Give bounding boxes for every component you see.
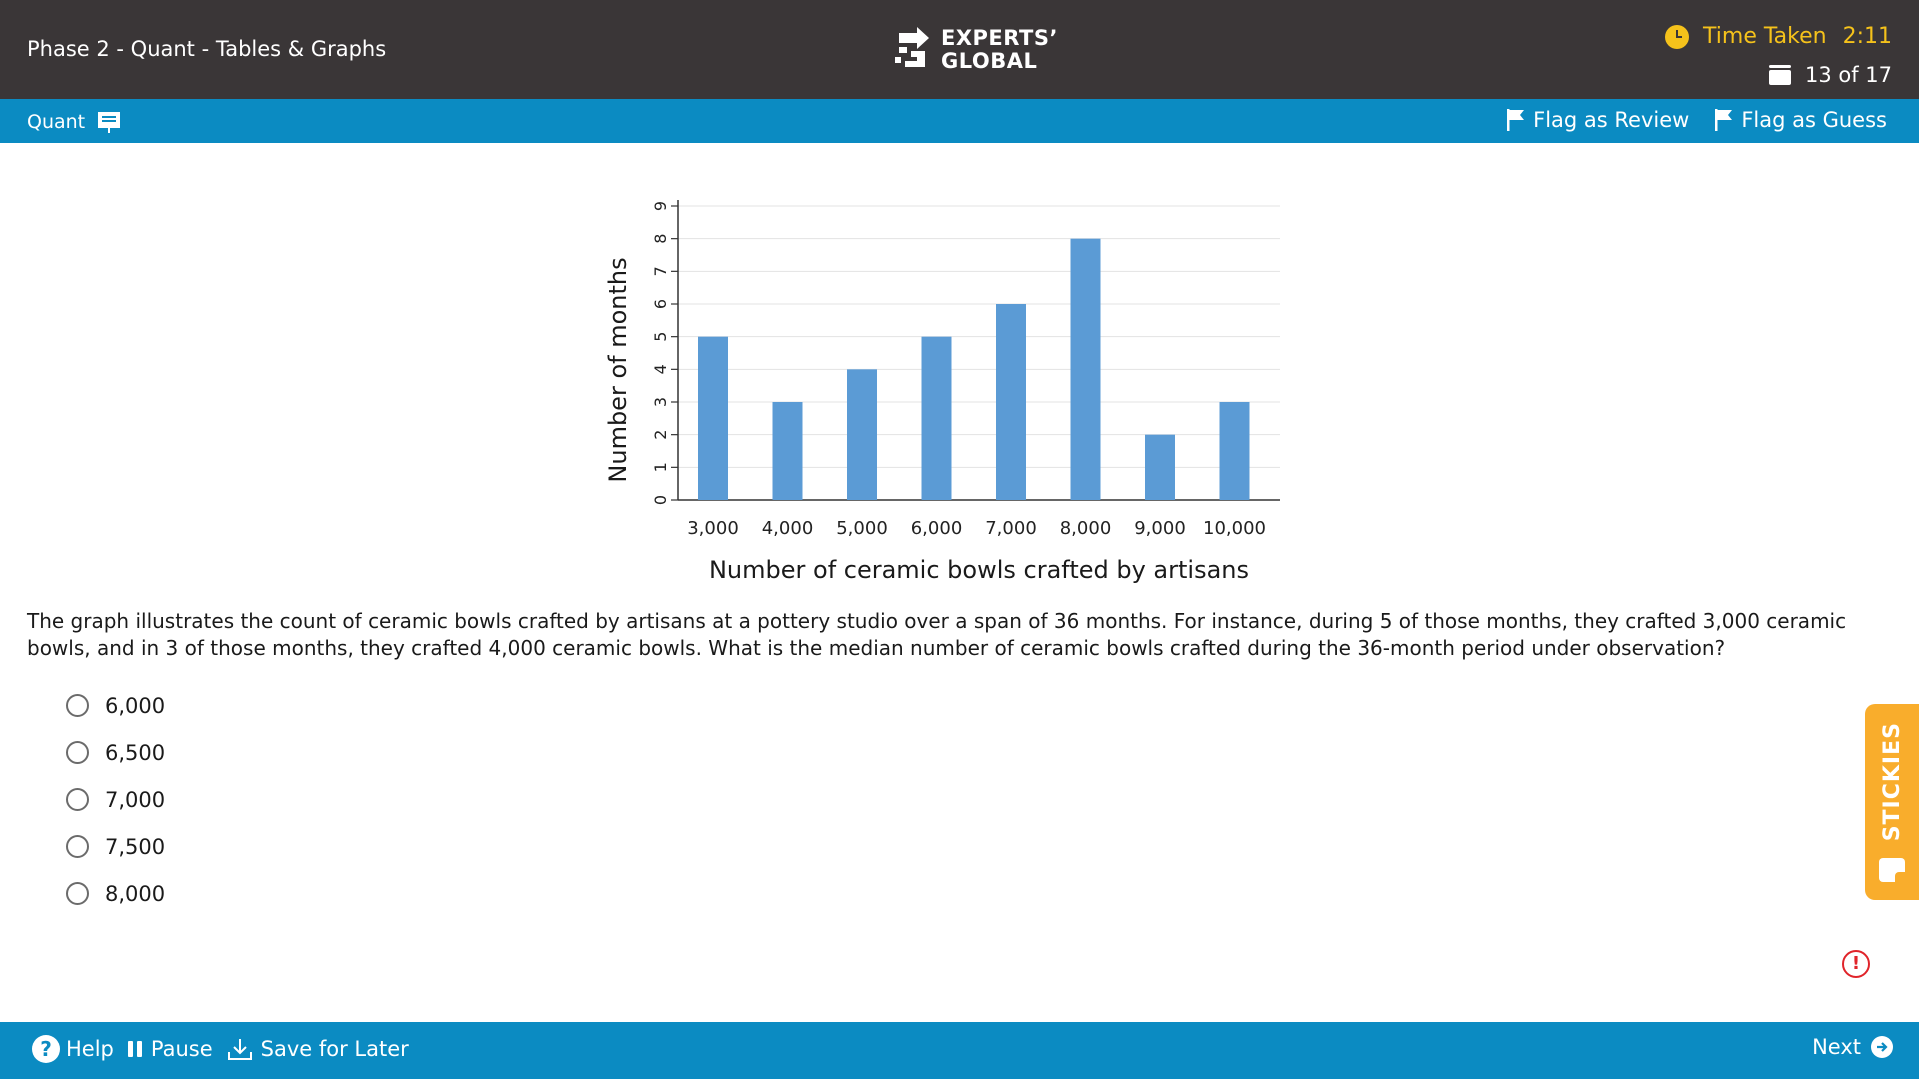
bar bbox=[773, 402, 803, 500]
whiteboard-icon[interactable] bbox=[97, 110, 121, 134]
logo-text-line1: EXPERTS’ bbox=[941, 26, 1058, 50]
answer-option-label: 7,000 bbox=[105, 787, 166, 812]
stickies-tab[interactable] bbox=[1865, 704, 1919, 900]
x-tick-label: 9,000 bbox=[1134, 518, 1186, 539]
answer-option-label: 7,500 bbox=[105, 834, 166, 859]
answer-options bbox=[66, 682, 165, 917]
pause-button[interactable] bbox=[128, 1037, 213, 1061]
bar bbox=[847, 369, 877, 500]
y-tick-label: 6 bbox=[651, 298, 670, 310]
download-icon bbox=[227, 1037, 253, 1061]
y-tick-label: 7 bbox=[651, 266, 670, 277]
pause-icon bbox=[128, 1041, 142, 1057]
flag-icon bbox=[1715, 109, 1733, 131]
flag-as-guess-button[interactable] bbox=[1715, 108, 1887, 132]
radio-button[interactable] bbox=[66, 741, 89, 764]
report-error-icon[interactable]: ! bbox=[1842, 950, 1870, 978]
save-for-later-label: Save for Later bbox=[260, 1037, 409, 1061]
help-label: Help bbox=[66, 1037, 114, 1061]
help-button[interactable] bbox=[32, 1035, 114, 1063]
bar bbox=[996, 304, 1026, 500]
radio-button[interactable] bbox=[66, 835, 89, 858]
x-axis-title: Number of ceramic bowls crafted by artisans bbox=[708, 556, 1250, 584]
pause-label: Pause bbox=[150, 1037, 213, 1061]
time-taken-value: 2:11 bbox=[1842, 24, 1892, 49]
bar bbox=[1145, 435, 1175, 500]
x-tick-label: 7,000 bbox=[985, 518, 1037, 539]
answer-option[interactable] bbox=[66, 729, 165, 776]
bar bbox=[698, 337, 728, 500]
y-tick-label: 5 bbox=[651, 331, 670, 342]
x-tick-label: 5,000 bbox=[836, 518, 888, 539]
y-tick-label: 0 bbox=[651, 494, 670, 506]
y-tick-label: 3 bbox=[651, 396, 670, 408]
help-icon: ? bbox=[32, 1035, 60, 1063]
answer-option[interactable] bbox=[66, 823, 165, 870]
x-tick-label: 4,000 bbox=[761, 518, 814, 539]
flag-as-review-button[interactable] bbox=[1507, 108, 1689, 132]
question-stack-icon bbox=[1769, 65, 1791, 85]
time-taken[interactable] bbox=[1665, 24, 1892, 49]
section-bar bbox=[0, 99, 1919, 143]
bottom-bar bbox=[0, 1022, 1919, 1079]
answer-option[interactable] bbox=[66, 870, 165, 917]
y-tick-label: 1 bbox=[651, 462, 670, 473]
section-label: Quant bbox=[27, 111, 86, 133]
flag-guess-label: Flag as Guess bbox=[1741, 108, 1887, 132]
section-indicator bbox=[27, 110, 121, 134]
bar-chart bbox=[590, 180, 1290, 600]
x-tick-label: 6,000 bbox=[910, 518, 963, 539]
time-taken-label: Time Taken bbox=[1703, 24, 1827, 49]
logo-text-line2: GLOBAL bbox=[941, 49, 1038, 73]
save-for-later-button[interactable] bbox=[227, 1037, 409, 1061]
test-title: Phase 2 - Quant - Tables & Graphs bbox=[27, 37, 387, 61]
question-text: The graph illustrates the count of ceramic bowls crafted by artisans at a pottery studio over a span of 36 months. For instance, during 5 of those months, they crafted 3,000 ceramic bowls, and in 3 of those months, they crafted 4,000 ceramic bowls. What is the median number of ceramic bowls crafted during the 36-month period under observation? bbox=[27, 609, 1847, 660]
radio-button[interactable] bbox=[66, 882, 89, 905]
answer-option-label: 6,000 bbox=[105, 693, 166, 718]
flag-review-label: Flag as Review bbox=[1533, 108, 1690, 132]
next-button[interactable] bbox=[1812, 1035, 1893, 1059]
clock-icon bbox=[1665, 25, 1689, 49]
answer-option-label: 8,000 bbox=[105, 881, 166, 906]
x-tick-label: 3,000 bbox=[687, 518, 739, 539]
y-tick-label: 8 bbox=[651, 233, 670, 244]
answer-option[interactable] bbox=[66, 682, 165, 729]
logo-mark-icon bbox=[895, 27, 933, 73]
arrow-right-icon bbox=[1871, 1036, 1893, 1058]
x-tick-label: 8,000 bbox=[1059, 518, 1112, 539]
answer-option[interactable] bbox=[66, 776, 165, 823]
answer-option-label: 6,500 bbox=[105, 740, 166, 765]
x-tick-label: 10,000 bbox=[1203, 518, 1266, 539]
flag-icon bbox=[1507, 109, 1525, 131]
bar bbox=[1071, 239, 1101, 500]
bar bbox=[922, 337, 952, 500]
question-counter: 13 of 17 bbox=[1804, 63, 1892, 87]
top-bar bbox=[0, 0, 1919, 99]
radio-button[interactable] bbox=[66, 694, 89, 717]
y-axis-title: Number of months bbox=[604, 257, 632, 483]
question-progress[interactable] bbox=[1769, 63, 1892, 87]
sticky-note-icon bbox=[1879, 858, 1905, 882]
y-tick-label: 4 bbox=[651, 364, 670, 375]
bar bbox=[1220, 402, 1250, 500]
next-label: Next bbox=[1812, 1035, 1861, 1059]
y-tick-label: 9 bbox=[651, 200, 670, 212]
stickies-label: STICKIES bbox=[1880, 722, 1905, 842]
experts-global-logo bbox=[895, 27, 1058, 73]
y-tick-label: 2 bbox=[651, 429, 670, 440]
radio-button[interactable] bbox=[66, 788, 89, 811]
